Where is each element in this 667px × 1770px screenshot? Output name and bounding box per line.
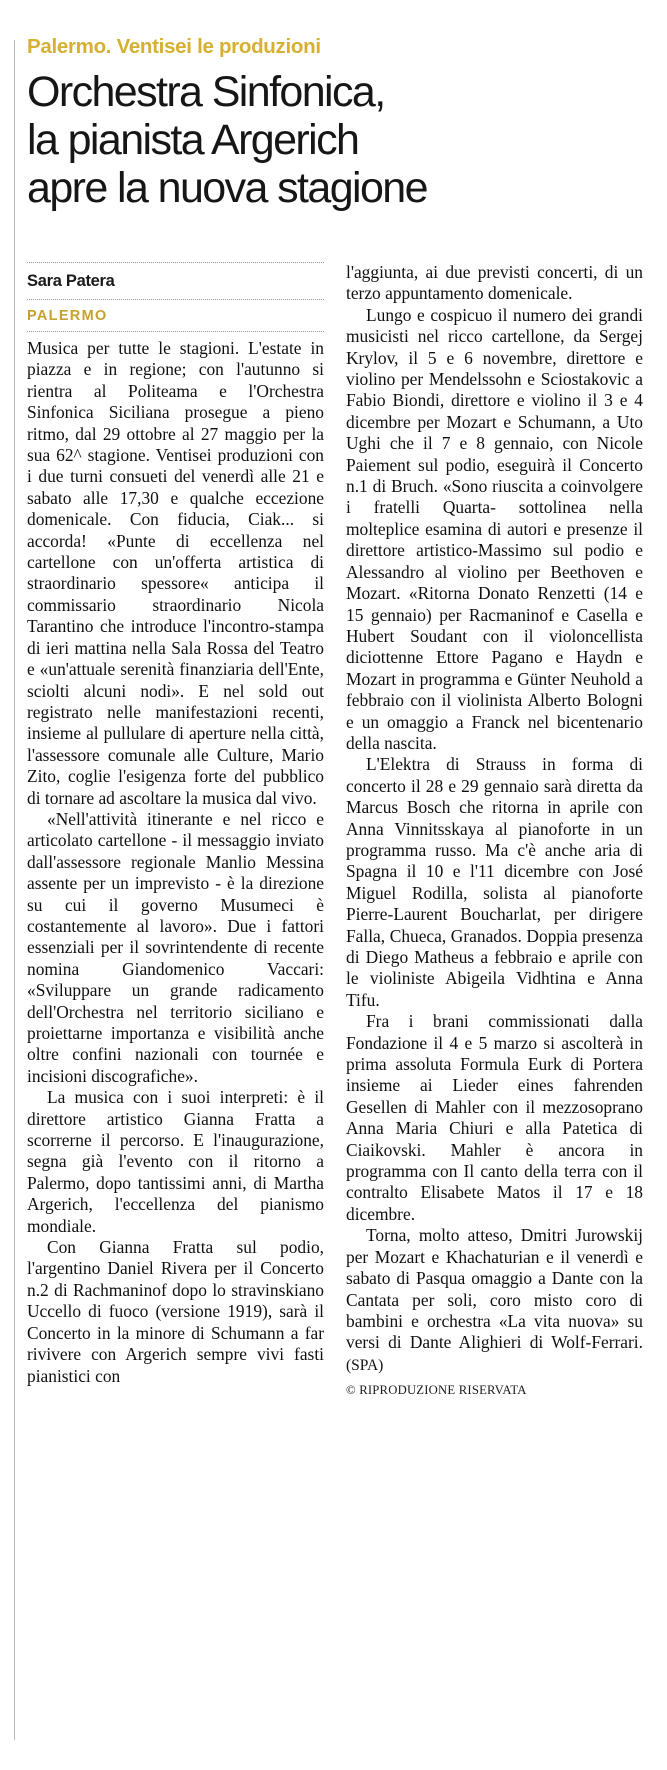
article-columns bbox=[27, 262, 643, 1398]
paragraph-final bbox=[346, 1225, 643, 1376]
article-dateline: PALERMO bbox=[27, 308, 108, 324]
page-title bbox=[27, 68, 641, 213]
paragraph: l'aggiunta, ai due previsti concerti, di un terzo appuntamento domenicale. bbox=[346, 262, 643, 304]
agency-tag: (SPA) bbox=[346, 1356, 384, 1374]
headline-line-2: la pianista Argerich bbox=[27, 115, 359, 164]
article-body-right bbox=[346, 262, 643, 1376]
article-column-left bbox=[27, 262, 324, 1398]
headline-line-3: apre la nuova stagione bbox=[27, 164, 427, 213]
headline-line-1: Orchestra Sinfonica, bbox=[27, 67, 385, 116]
article-column-right bbox=[346, 262, 643, 1398]
article-byline: Sara Patera bbox=[27, 272, 115, 290]
article-header bbox=[27, 36, 641, 213]
article-body-left bbox=[27, 332, 324, 1387]
paragraph: Lungo e cospicuo il numero dei grandi musicisti nel ricco cartellone, da Sergej Krylov, il 5 e 6 novembre, direttore e violino per Mendelssohn e Sciostakovic a Fabio Biondi, direttore e violino il 3 e 4 dicembre per Mozart e Schumann, a Uto Ughi che il 7 e 8 gennaio, con Nicole Paiement sul podio, eseguirà il Concerto n.1 di Bruch. «Sono riuscita a coinvolgere i fratelli Quarta- sottolinea nella molteplice esamina di autori e presenze il direttore artistico-Massimo sul podio e Alessandro al violino per Beethoven e Mozart. «Ritorna Donato Renzetti (14 e 15 gennaio) per Racmaninof e Casella e Hubert Soudant con il violoncellista diciottenne Ettore Pagano e Haydn e Mozart in programma e Günter Neuhold a febbraio con il violinista Alberto Bologni e un omaggio a Franck nel bicentenario della nascita. bbox=[346, 304, 643, 753]
paragraph: Fra i brani commissionati dalla Fondazione il 4 e 5 marzo si ascolterà in prima assoluta Formula Eurk di Portera insieme ai Lieder eines fahrenden Gesellen di Mahler con il mezzosoprano Anna Maria Chiuri e alla Patetica di Ciaikovski. Mahler è ancora in programma con Il canto della terra con il contralto Elisabete Matos il 17 e 18 dicembre. bbox=[346, 1011, 643, 1224]
paragraph: «Nell'attività itinerante e nel ricco e articolato cartellone - il messaggio inviato dall'assessore regionale Manlio Messina assente per un imprevisto - è la direzione su cui il governo Musumeci è costantemente al lavoro». Due i fattori essenziali per il sovrintendente di recente nomina Giandomenico Vaccari: «Sviluppare un grande radicamento dell'Orchestra nel territorio siciliano e proiettarne importanza e visibilità anche oltre confini nazionali con tournée e incisioni discografiche». bbox=[27, 808, 324, 1086]
left-margin-rule bbox=[14, 40, 15, 1740]
copyright-notice: © RIPRODUZIONE RISERVATA bbox=[346, 1383, 527, 1398]
paragraph: Con Gianna Fratta sul podio, l'argentino Daniel Rivera per il Concerto n.2 di Rachmaninof dopo lo stravinskiano Uccello di fuoco (versione 1919), sarà il Concerto in la minore di Schumann a far rivivere con Argerich sempre vivi fasti pianistici con bbox=[27, 1237, 324, 1386]
article-kicker: Palermo. Ventisei le produzioni bbox=[27, 35, 321, 58]
paragraph: La musica con i suoi interpreti: è il direttore artistico Gianna Fratta a scorrerne il percorso. E l'inaugurazione, segna già l'evento con il ritorno a Palermo, dopo tantissimi anni, di Martha Argerich, l'eccellenza del pianismo mondiale. bbox=[27, 1087, 324, 1236]
paragraph: Musica per tutte le stagioni. L'estate in piazza e in regione; con l'autunno si rientra al Politeama e l'Orchestra Sinfonica Siciliana prosegue a pieno ritmo, dal 29 ottobre al 27 maggio per la sua 62^ stagione. Ventisei produzioni con i due turni consueti del venerdì alle 21 e sabato alle 17,30 e qualche eccezione domenicale. Con fiducia, Ciak... si accorda! «Punte di eccellenza nel cartellone con un'offerta artistica di straordinario spessore« anticipa il commissario straordinario Nicola Tarantino che introduce l'incontro-stampa di ieri mattina nella Sala Rossa del Teatro e «un'attuale serenità finanziaria dell'Ente, sciolti alcuni nodi». E nel sold out registrato nelle manifestazioni recenti, insieme al pullulare di aperture nella città, l'assessore comunale alle Culture, Mario Zito, coglie l'esigenza forte del pubblico di tornare ad ascoltare la musica dal vivo. bbox=[27, 338, 324, 808]
paragraph: L'Elektra di Strauss in forma di concerto il 28 e 29 gennaio sarà diretta da Marcus Bosch che ritorna in aprile con Anna Vinnitsskaya al pianoforte in un programma russo. Ma c'è anche aria di Spagna il 10 e l'11 dicembre con José Miguel Rodilla, solista al pianoforte Pierre-Laurent Boucharlat, per dirigere Falla, Chueca, Granados. Doppia presenza di Diego Matheus a febbraio e aprile con le violiniste Abigeila Vidhtina e Anna Tifu. bbox=[346, 754, 643, 1010]
paragraph-final-text: Torna, molto atteso, Dmitri Jurowskij per Mozart e Khachaturian e il venerdì e sabato di Pasqua omaggio a Dante con la Cantata per soli, coro misto coro di bambini e orchestra «La vita nuova» su versi di Dante Alighieri di Wolf-Ferrari. bbox=[346, 1225, 643, 1353]
